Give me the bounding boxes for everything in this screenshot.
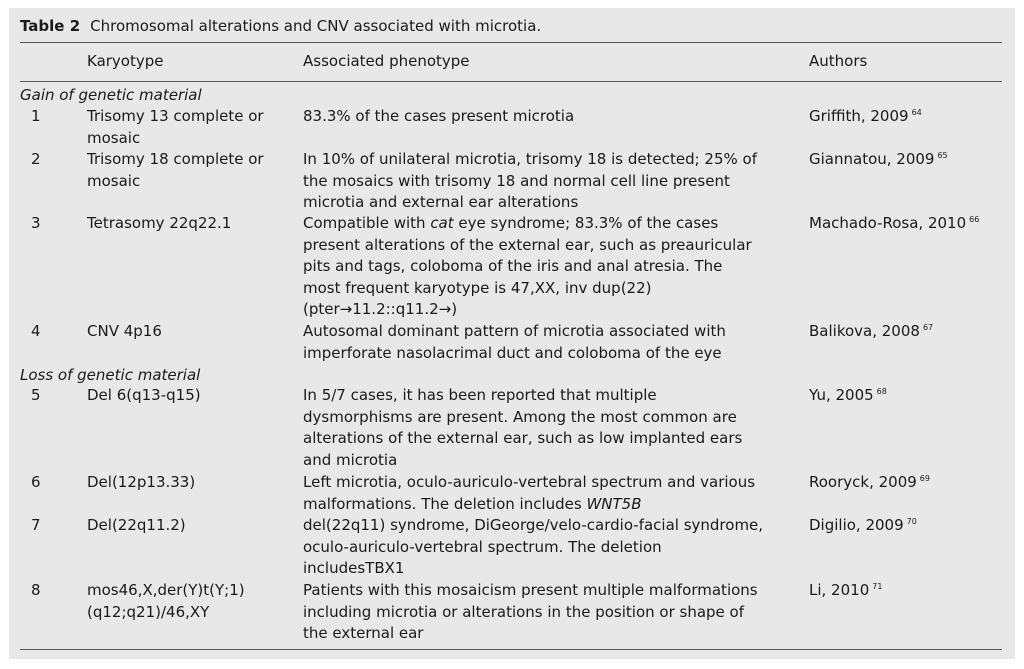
karyotype-line: mosaic bbox=[87, 128, 141, 147]
reference-number: 65 bbox=[937, 151, 948, 160]
phenotype-cell bbox=[303, 515, 763, 580]
phenotype-cell bbox=[303, 213, 752, 321]
reference-number: 67 bbox=[922, 323, 934, 332]
author-cell bbox=[809, 106, 922, 128]
phenotype-line: Compatible with cat eye syndrome; 83.3% of the cases bbox=[303, 214, 719, 232]
karyotype-line: Tetrasomy 22q22.1 bbox=[87, 214, 232, 232]
reference-number: 71 bbox=[872, 582, 883, 591]
author-cell bbox=[809, 385, 887, 407]
header-rule bbox=[20, 81, 1002, 82]
row-number: 4 bbox=[31, 322, 41, 340]
phenotype-line: 83.3% of the cases present microtia bbox=[303, 107, 575, 125]
table-caption bbox=[20, 16, 541, 36]
phenotype-line: present alterations of the external ear, such as preauricular bbox=[303, 235, 752, 254]
phenotype-cell bbox=[303, 472, 755, 515]
karyotype-line: mos46,X,der(Y)t(Y;1) bbox=[87, 581, 245, 599]
phenotype-line: microtia and external ear alterations bbox=[303, 193, 579, 212]
karyotype-line: (q12;q21)/46,XY bbox=[87, 602, 210, 621]
author-name: Griffith, 2009 bbox=[809, 107, 909, 125]
author-name: Digilio, 2009 bbox=[809, 516, 904, 534]
row-number: 3 bbox=[31, 214, 41, 232]
author-name: Rooryck, 2009 bbox=[809, 473, 917, 491]
karyotype-cell bbox=[87, 580, 245, 623]
karyotype-cell bbox=[87, 385, 201, 407]
phenotype-line: In 5/7 cases, it has been reported that multiple bbox=[303, 386, 657, 404]
row-number: 8 bbox=[31, 581, 41, 599]
author-name: Balikova, 2008 bbox=[809, 322, 920, 340]
author-name: Machado-Rosa, 2010 bbox=[809, 214, 967, 232]
table-panel bbox=[9, 8, 1015, 659]
phenotype-line: malformations. The deletion includes WNT5B bbox=[303, 494, 642, 513]
phenotype-line: includesTBX1 bbox=[303, 559, 405, 578]
section-heading-loss: Loss of genetic material bbox=[20, 366, 201, 384]
karyotype-line: Del(12p13.33) bbox=[87, 473, 196, 491]
phenotype-cell bbox=[303, 149, 757, 214]
phenotype-line: the external ear bbox=[303, 624, 424, 643]
phenotype-cell bbox=[303, 385, 742, 471]
phenotype-cell bbox=[303, 106, 574, 128]
karyotype-line: Trisomy 18 complete or bbox=[87, 150, 264, 168]
top-rule bbox=[20, 42, 1002, 43]
author-cell bbox=[809, 149, 948, 171]
karyotype-cell bbox=[87, 213, 231, 235]
row-number: 7 bbox=[31, 516, 41, 534]
column-header-karyotype: Karyotype bbox=[87, 52, 164, 70]
author-cell bbox=[809, 580, 882, 602]
author-name: Giannatou, 2009 bbox=[809, 150, 935, 168]
author-cell bbox=[809, 321, 933, 343]
phenotype-line: dysmorphisms are present. Among the most common are bbox=[303, 407, 737, 426]
table-title: Chromosomal alterations and CNV associated with microtia. bbox=[90, 17, 542, 35]
reference-number: 70 bbox=[906, 517, 917, 526]
phenotype-line: most frequent karyotype is 47,XX, inv dup(22) bbox=[303, 278, 652, 297]
phenotype-line: Left microtia, oculo-auriculo-vertebral spectrum and various bbox=[303, 473, 756, 491]
author-cell bbox=[809, 472, 930, 494]
phenotype-line: Autosomal dominant pattern of microtia associated with bbox=[303, 322, 726, 340]
bottom-rule bbox=[20, 649, 1002, 650]
karyotype-line: Trisomy 13 complete or bbox=[87, 107, 264, 125]
row-number: 2 bbox=[31, 150, 41, 168]
column-header-authors: Authors bbox=[809, 52, 868, 70]
phenotype-line: imperforate nasolacrimal duct and coloboma of the eye bbox=[303, 343, 722, 362]
row-number: 5 bbox=[31, 386, 41, 404]
author-name: Yu, 2005 bbox=[809, 386, 874, 404]
phenotype-line: del(22q11) syndrome, DiGeorge/velo-cardio-facial syndrome, bbox=[303, 516, 764, 534]
karyotype-cell bbox=[87, 472, 195, 494]
phenotype-line: alterations of the external ear, such as low implanted ears bbox=[303, 429, 743, 448]
reference-number: 68 bbox=[876, 387, 887, 396]
row-number: 1 bbox=[31, 107, 41, 125]
table-label: Table 2 bbox=[20, 17, 81, 35]
reference-number: 66 bbox=[969, 215, 980, 224]
karyotype-line: Del 6(q13-q15) bbox=[87, 386, 201, 404]
author-cell bbox=[809, 515, 917, 537]
author-name: Li, 2010 bbox=[809, 581, 870, 599]
reference-number: 64 bbox=[911, 108, 922, 117]
karyotype-line: mosaic bbox=[87, 171, 141, 190]
phenotype-line: Patients with this mosaicism present multiple malformations bbox=[303, 581, 758, 599]
phenotype-line: including microtia or alterations in the position or shape of bbox=[303, 602, 744, 621]
column-header-phenotype: Associated phenotype bbox=[303, 52, 470, 70]
phenotype-line: and microtia bbox=[303, 450, 398, 469]
karyotype-cell bbox=[87, 106, 264, 149]
karyotype-cell bbox=[87, 149, 264, 192]
phenotype-line: (pter→11.2::q11.2→) bbox=[303, 300, 458, 319]
karyotype-line: CNV 4p16 bbox=[87, 322, 162, 340]
karyotype-cell bbox=[87, 321, 162, 343]
phenotype-line: the mosaics with trisomy 18 and normal cell line present bbox=[303, 171, 730, 190]
karyotype-cell bbox=[87, 515, 186, 537]
phenotype-line: In 10% of unilateral microtia, trisomy 18 is detected; 25% of bbox=[303, 150, 757, 168]
karyotype-line: Del(22q11.2) bbox=[87, 516, 186, 534]
phenotype-cell bbox=[303, 321, 726, 364]
phenotype-line: pits and tags, coloboma of the iris and anal atresia. The bbox=[303, 257, 723, 276]
section-heading-gain: Gain of genetic material bbox=[20, 86, 202, 104]
row-number: 6 bbox=[31, 473, 41, 491]
phenotype-cell bbox=[303, 580, 758, 645]
phenotype-line: oculo-auriculo-vertebral spectrum. The deletion bbox=[303, 537, 662, 556]
reference-number: 69 bbox=[919, 474, 930, 483]
author-cell bbox=[809, 213, 979, 235]
